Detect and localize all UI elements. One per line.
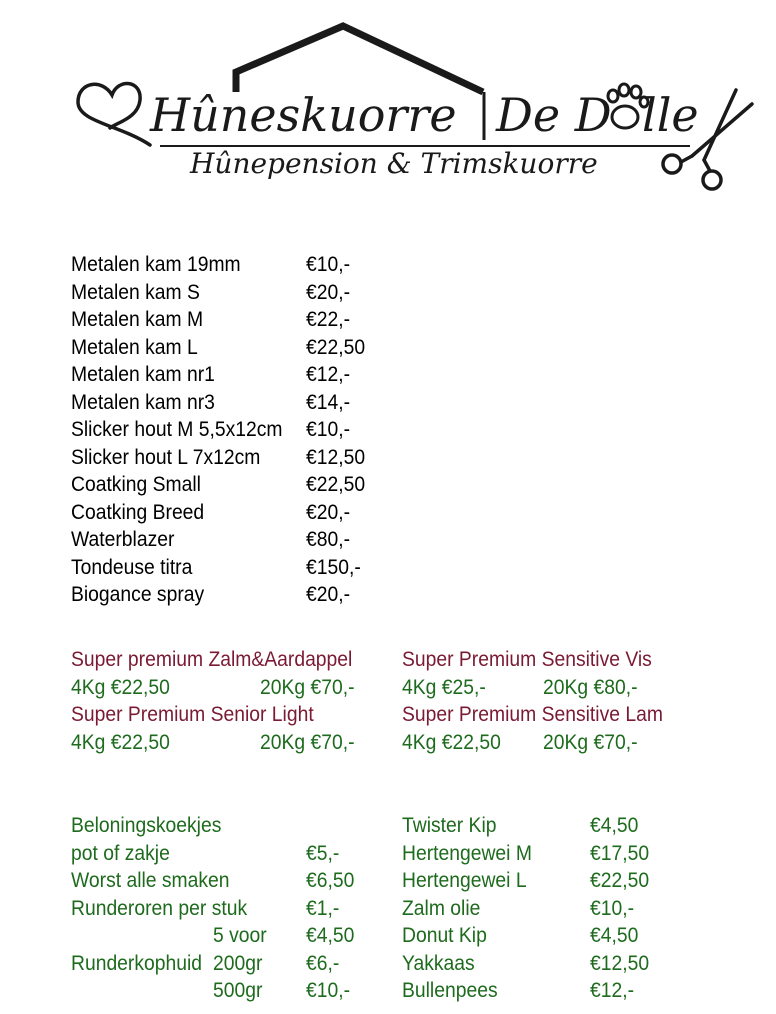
tool-price: €80,- [306,528,351,551]
logo-title-left: Hûneskuorre [150,88,457,142]
treat-price: €10,- [306,979,351,1002]
logo-title-right-b: lle [642,88,699,142]
logo [0,0,776,215]
food-price-large: 20Kg €80,- [543,675,638,699]
tool-price: €12,50 [306,445,366,469]
tool-price: €20,- [306,583,351,606]
tool-name: Tondeuse titra [71,555,193,579]
tool-price: €10,- [306,253,351,276]
food-price-small: 4Kg €22,50 [71,730,170,754]
tool-price: €10,- [306,418,351,441]
treat-name: Yakkaas [402,951,475,975]
treat-name: Zalm olie [402,896,481,920]
tool-name: Metalen kam S [71,280,200,304]
tool-name: Biogance spray [71,583,205,606]
treat-variant: 5 voor [213,924,267,947]
food-price-large: 20Kg €70,- [543,730,638,754]
tool-name: Metalen kam nr3 [71,390,215,414]
treat-name: Beloningskoekjes [71,814,222,837]
treat-price: €10,- [590,896,635,920]
tool-name: Coatking Breed [71,500,205,524]
tool-price: €22,50 [306,335,366,359]
treat-price: €1,- [306,896,340,920]
logo-subtitle: Hûnepension & Trimskuorre [190,147,598,180]
tool-name: Waterblazer [71,528,175,551]
tool-price: €12,- [306,363,351,386]
treat-price: €12,- [590,979,635,1002]
treat-name: Hertengewei M [402,841,532,865]
tool-name: Slicker hout L 7x12cm [71,445,261,469]
treat-variant: 200gr [213,951,263,975]
food-price-large: 20Kg €70,- [260,730,355,754]
tool-price: €22,50 [306,473,366,496]
tool-price: €20,- [306,280,351,304]
tool-price: €20,- [306,500,351,524]
tool-name: Slicker hout M 5,5x12cm [71,418,283,441]
treat-name: Worst alle smaken [71,869,230,892]
tool-name: Metalen kam 19mm [71,253,241,276]
treat-name: Runderkophuid [71,951,203,975]
treat-name: pot of zakje [71,841,170,865]
treat-name: Hertengewei L [402,869,527,892]
tool-price: €150,- [306,555,361,579]
tool-name: Metalen kam L [71,335,198,359]
treat-price: €5,- [306,841,340,865]
heart-icon [78,84,150,145]
food-title: Super Premium Senior Light [71,703,314,726]
treat-price: €4,50 [590,924,639,947]
treat-price: €4,50 [306,924,355,947]
treat-name: Donut Kip [402,924,487,947]
treat-name: Runderoren per stuk [71,896,248,920]
treat-variant: 500gr [213,979,263,1002]
food-title: Super Premium Sensitive Vis [402,648,652,671]
treat-price: €22,50 [590,869,650,892]
treat-name: Bullenpees [402,979,498,1002]
logo-title-right-a: De D [496,88,612,142]
food-price-large: 20Kg €70,- [260,675,355,699]
food-price-small: 4Kg €22,50 [402,730,501,754]
food-title: Super premium Zalm&Aardappel [71,648,353,671]
food-price-small: 4Kg €25,- [402,675,486,699]
food-title: Super Premium Sensitive Lam [402,703,663,726]
treat-name: Twister Kip [402,814,497,837]
food-price-small: 4Kg €22,50 [71,675,170,699]
tool-price: €22,- [306,308,351,331]
roof-icon [236,26,483,92]
treat-price: €6,- [306,951,340,975]
treat-price: €17,50 [590,841,650,865]
treat-price: €12,50 [590,951,650,975]
tool-price: €14,- [306,390,351,414]
treat-price: €6,50 [306,869,355,892]
tool-name: Metalen kam nr1 [71,363,215,386]
tool-name: Coatking Small [71,473,201,496]
tool-name: Metalen kam M [71,308,204,331]
treat-price: €4,50 [590,814,639,837]
